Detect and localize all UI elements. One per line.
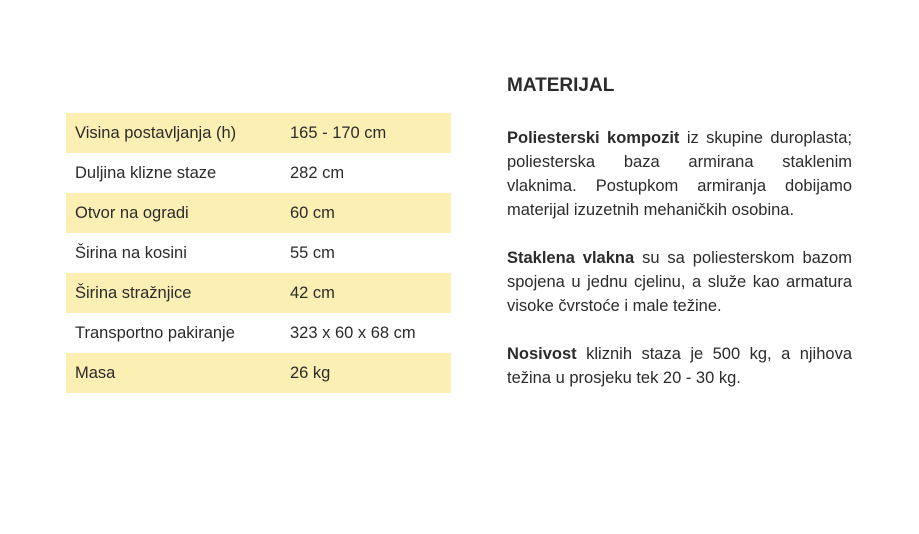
table-row (66, 193, 451, 233)
paragraph-text: iz skupine duroplasta; poliesterska baza armirana staklenim vlaknima. Postupkom armiranja dobijamo materijal izuzetnih mehaničkih osobina. (507, 129, 852, 219)
material-title: MATERIJAL (507, 75, 615, 96)
spec-value: 42 cm (290, 273, 451, 313)
table-row (66, 233, 451, 273)
spec-value: 282 cm (290, 163, 345, 182)
spec-label: Transportno pakiranje (75, 323, 235, 342)
paragraph-lead: Poliesterski kompozit (507, 129, 680, 147)
spec-label: Masa (66, 353, 290, 393)
material-paragraph (507, 246, 852, 318)
table-row (66, 273, 451, 313)
spec-value: 26 kg (290, 353, 451, 393)
spec-value: 55 cm (290, 243, 335, 262)
specifications-table (66, 113, 451, 393)
paragraph-text: kliznih staza je 500 kg, a njihova težina u prosjeku tek 20 - 30 kg. (507, 345, 852, 387)
table-row (66, 113, 451, 153)
material-section (507, 74, 852, 414)
material-paragraph (507, 126, 852, 222)
spec-value: 323 x 60 x 68 cm (290, 323, 416, 342)
spec-label: Otvor na ogradi (66, 193, 290, 233)
table-row (66, 313, 451, 353)
spec-label: Duljina klizne staze (75, 163, 217, 182)
spec-label: Visina postavljanja (h) (66, 113, 290, 153)
table-row (66, 353, 451, 393)
spec-label: Širina na kosini (75, 243, 187, 262)
spec-value: 165 - 170 cm (290, 113, 451, 153)
table-row (66, 153, 451, 193)
paragraph-text: su sa poliesterskom bazom spojena u jednu cjelinu, a služe kao armatura visoke čvrstoće i male težine. (507, 249, 852, 315)
spec-value: 60 cm (290, 193, 451, 233)
paragraph-lead: Staklena vlakna (507, 249, 635, 267)
spec-label: Širina stražnjice (66, 273, 290, 313)
material-paragraph (507, 342, 852, 390)
paragraph-lead: Nosivost (507, 345, 577, 363)
